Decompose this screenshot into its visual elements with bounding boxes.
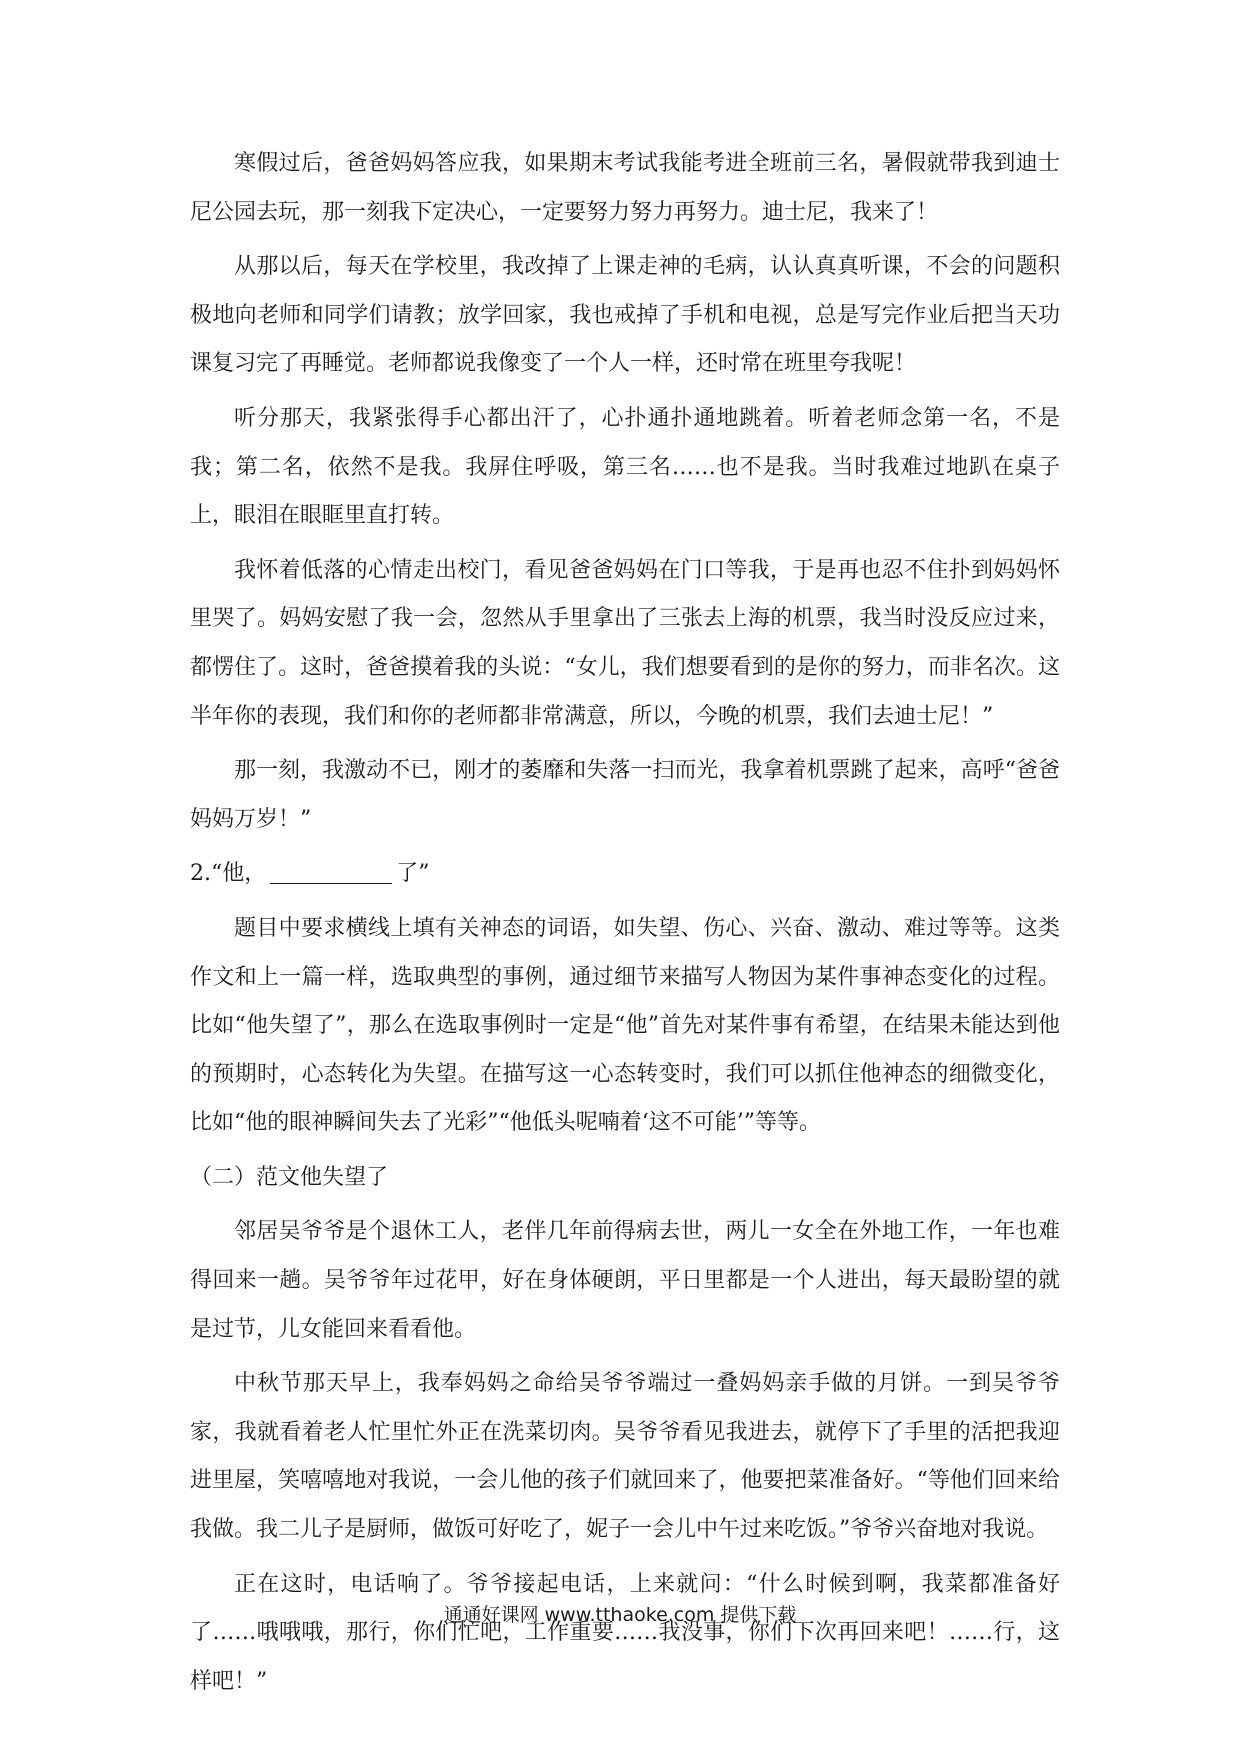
paragraph: 那一刻，我激动不已，刚才的萎靡和失落一扫而光，我拿着机票跳了起来，高呼“爸爸妈妈万岁！” <box>190 758 1060 832</box>
paragraph: 邻居吴爷爷是个退休工人，老伴几年前得病去世，两儿一女全在外地工作，一年也难得回来一趟。吴爷爷年过花甲，好在身体硬朗，平日里都是一个人进出，每天最盼望的就是过节，儿女能回来看看他。 <box>190 1219 1060 1342</box>
paragraph: 中秋节那天早上，我奉妈妈之命给吴爷爷端过一叠妈妈亲手做的月饼。一到吴爷爷家，我就看着老人忙里忙外正在洗菜切肉。吴爷爷看见我进去，就停下了手里的活把我迎进里屋，笑嘻嘻地对我说，一会儿他的孩子们就回来了，他要把菜准备好。“等他们回来给我做。我二儿子是厨师，做饭可好吃了，妮子一会儿中午过来吃饭。”爷爷兴奋地对我说。 <box>190 1371 1060 1543</box>
page-footer: 通通好课网 www.tthaoke.com 提供下载 <box>443 1604 797 1626</box>
paragraph: 正在这时，电话响了。爷爷接起电话，上来就问：“什么时候到啊，我菜都准备好了……哦哦哦，那行，你们忙吧，工作重要……我没事，你们下次再回来吧！……行，这样吧！” <box>190 1571 1060 1694</box>
topic-heading-suffix: 了” <box>396 861 430 887</box>
document-body <box>190 140 1060 1712</box>
topic-heading-prefix: 2.“他， <box>190 861 267 887</box>
paragraph: 题目中要求横线上填有关神态的词语，如失望、伤心、兴奋、激动、难过等等。这类作文和上一篇一样，选取典型的事例，通过细节来描写人物因为某件事神态变化的过程。比如“他失望了”，那么在选取事例时一定是“他”首先对某件事有希望，在结果未能达到他的预期时，心态转化为失望。在描写这一心态转变时，我们可以抓住他神态的细微变化，比如“他的眼神瞬间失去了光彩”“他低头呢喃着‘这不可能’”等等。 <box>190 915 1060 1136</box>
topic-heading <box>190 850 1060 899</box>
section-title: （二）范文他失望了 <box>190 1164 389 1190</box>
paragraph: 从那以后，每天在学校里，我改掉了上课走神的毛病，认认真真听课，不会的问题积极地向老师和同学们请教；放学回家，我也戒掉了手机和电视，总是写完作业后把当天功课复习完了再睡觉。老师都说我像变了一个人一样，还时常在班里夸我呢！ <box>190 254 1060 377</box>
paragraph: 我怀着低落的心情走出校门，看见爸爸妈妈在门口等我，于是再也忍不住扑到妈妈怀里哭了。妈妈安慰了我一会，忽然从手里拿出了三张去上海的机票，我当时没反应过来，都愣住了。这时，爸爸摸着我的头说：“女儿，我们想要看到的是你的努力，而非名次。这半年你的表现，我们和你的老师都非常满意，所以，今晚的机票，我们去迪士尼！” <box>190 557 1060 729</box>
paragraph: 寒假过后，爸爸妈妈答应我，如果期末考试我能考进全班前三名，暑假就带我到迪士尼公园去玩，那一刻我下定决心，一定要努力努力再努力。迪士尼，我来了！ <box>190 151 1060 225</box>
fill-in-blank-line <box>270 861 392 884</box>
paragraph: 听分那天，我紧张得手心都出汗了，心扑通扑通地跳着。听着老师念第一名，不是我；第二名，依然不是我。我屏住呼吸，第三名……也不是我。当时我难过地趴在桌子上，眼泪在眼眶里直打转。 <box>190 405 1060 529</box>
